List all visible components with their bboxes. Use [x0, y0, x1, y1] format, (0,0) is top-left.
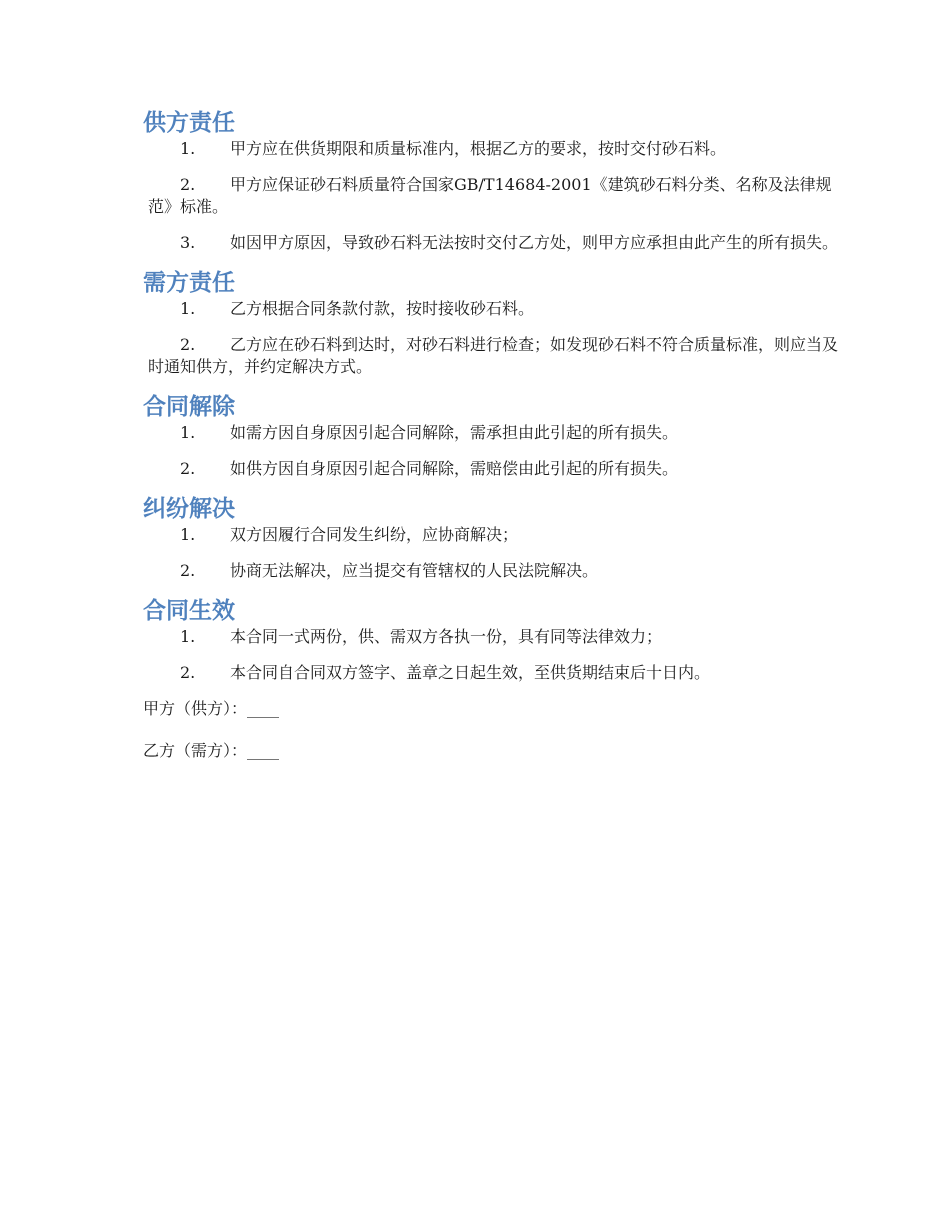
item-text: 甲方应在供货期限和质量标准内，根据乙方的要求，按时交付砂石料。: [230, 139, 727, 158]
item-number: 2.: [180, 175, 196, 194]
list-item: [143, 174, 843, 218]
item-number: 1.: [180, 139, 196, 158]
section-supplier-duties: [143, 108, 843, 254]
item-number: 1.: [180, 423, 196, 442]
list-item: [143, 334, 843, 378]
item-text: 双方因履行合同发生纠纷，应协商解决；: [230, 525, 519, 544]
item-number: 2.: [180, 459, 196, 478]
item-number: 1.: [180, 627, 196, 646]
item-number: 2.: [180, 561, 196, 580]
item-text: 乙方根据合同条款付款，按时接收砂石料。: [230, 299, 535, 318]
section-title: 合同解除: [143, 394, 235, 420]
list-item: [143, 458, 843, 480]
list-item: [143, 138, 843, 160]
contract-document: [143, 108, 843, 782]
item-number: 2.: [180, 663, 196, 682]
list-item: [143, 662, 843, 684]
section-effectiveness: [143, 596, 843, 684]
signature-party-a: 甲方（供方）：____: [143, 699, 280, 718]
item-number: 1.: [180, 299, 196, 318]
section-buyer-duties: [143, 268, 843, 378]
section-termination: [143, 392, 843, 480]
item-text: 本合同自合同双方签字、盖章之日起生效，至供货期结束后十日内。: [230, 663, 711, 682]
item-number: 2.: [180, 335, 196, 354]
item-text: 本合同一式两份，供、需双方各执一份，具有同等法律效力；: [230, 627, 663, 646]
item-number: 1.: [180, 525, 196, 544]
item-number: 3.: [180, 233, 196, 252]
item-text: 如需方因自身原因引起合同解除，需承担由此引起的所有损失。: [230, 423, 679, 442]
section-title: 需方责任: [143, 270, 235, 296]
section-title: 纠纷解决: [143, 496, 235, 522]
section-dispute-resolution: [143, 494, 843, 582]
list-item: [143, 232, 843, 254]
item-text: 甲方应保证砂石料质量符合国家GB/T14684-2001《建筑砂石料分类、名称及法律规范》标准。: [148, 175, 832, 216]
list-item: [143, 524, 843, 546]
item-text: 协商无法解决，应当提交有管辖权的人民法院解决。: [230, 561, 599, 580]
list-item: [143, 422, 843, 444]
item-text: 乙方应在砂石料到达时，对砂石料进行检查；如发现砂石料不符合质量标准，则应当及时通知供方，并约定解决方式。: [148, 335, 839, 376]
section-title: 合同生效: [143, 598, 235, 624]
item-text: 如供方因自身原因引起合同解除，需赔偿由此引起的所有损失。: [230, 459, 679, 478]
section-title: 供方责任: [143, 110, 235, 136]
signature-party-b: 乙方（需方）：____: [143, 741, 280, 760]
list-item: [143, 560, 843, 582]
item-text: 如因甲方原因，导致砂石料无法按时交付乙方处，则甲方应承担由此产生的所有损失。: [230, 233, 839, 252]
list-item: [143, 626, 843, 648]
list-item: [143, 298, 843, 320]
